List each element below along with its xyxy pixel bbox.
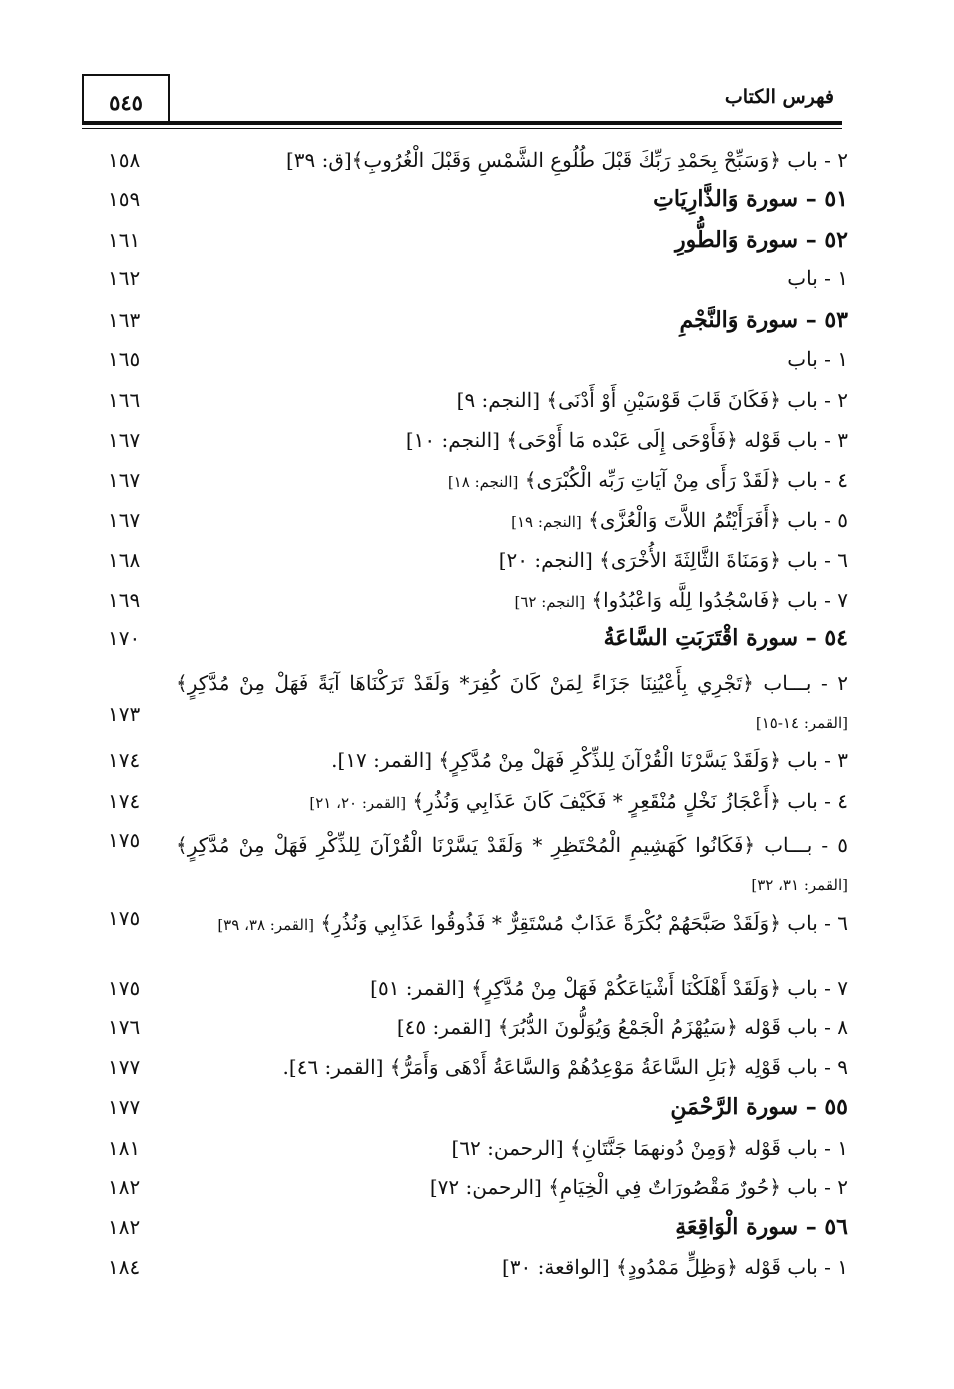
index-entry-text: ٣ - باب قَوْله ﴿فَأَوْحَى إِلَى عَبْده مَا أَوْحَى﴾ [النجم: ١٠]	[405, 428, 848, 452]
index-entry-text: ٧ - باب ﴿وَلَقَدْ أَهْلَكْنَا أَشْيَاعَكُمْ فَهَلْ مِنْ مُدَّكِرٍ﴾ [القمر: ٥١]	[370, 976, 848, 1000]
surah-heading: ٥٤ – سورة اقْتَرَبَتِ السَّاعَةُ	[603, 625, 848, 651]
index-entry-text	[511, 506, 848, 536]
index-entry-text	[176, 904, 848, 944]
index-entry-text: ٢ - باب ﴿حُورٌ مَقْصُورَاتٌ فِي الْخِيَامِ﴾ [الرحمن: ٧٢]	[429, 1175, 848, 1199]
index-entry-page: ١٦٥	[108, 347, 141, 371]
index-entry-page: ١٨٤	[108, 1255, 141, 1279]
surah-heading: ٥٣ – سورة وَالنَّجْمِ	[679, 307, 848, 333]
index-entry-text: ٢ - باب ﴿وَسَبِّحْ بِحَمْدِ رَبِّكَ قَبْلَ طُلُوعِ الشَّمْسِ وَقَبْلَ الْغُرُوبِ﴾[ق: ٣٩]	[285, 148, 848, 172]
index-entry-page: ١٧٥	[108, 976, 141, 1000]
verse-text: ٦ - باب ﴿وَلَقَدْ صَبَّحَهُمْ بُكْرَةً عَذَابٌ مُسْتَقِرٌّ * فَذُوقُوا عَذَابِي وَنُذُرِ﴾	[320, 911, 848, 935]
verse-text: ٧ - باب ﴿فَاسْجُدُوا لِلَّه وَاعْبُدُوا﴾	[591, 588, 848, 612]
index-entry-text: ٢ - باب ﴿فَكَانَ قَابَ قَوْسَيْنِ أَوْ أَدْنَى﴾ [النجم: ٩]	[456, 388, 848, 412]
index-entry-text: ١ - باب	[787, 347, 848, 371]
index-entry-page: ١٦٣	[108, 308, 141, 332]
index-entry-page: ١٦٧	[108, 508, 141, 532]
index-entry-page: ١٦٦	[108, 388, 141, 412]
index-entry-text	[176, 664, 848, 742]
index-entry-page: ١٨١	[108, 1136, 141, 1160]
index-entry-page: ١٦٩	[108, 588, 141, 612]
surah-heading: ٥٢ – سورة وَالطُّورِ	[674, 227, 848, 253]
index-entry-page: ١٧٣	[108, 702, 141, 726]
index-entry-text: ١ - باب قَوْله ﴿وَمِنْ دُونهمَا جَنَّتَانِ﴾ [الرحمن: ٦٢]	[451, 1136, 848, 1160]
verse-text: ٥ - بـــاب ﴿فَكَانُوا كَهَشِيمِ الْمُحْتَظِرِ * وَلَقَدْ يَسَّرْنَا الْقُرْآنَ لِلذِّكْرِ فَهَلْ مِنْ مُدَّكِرٍ﴾	[176, 833, 848, 857]
surah-heading: ٥٥ – سورة الرَّحْمَنِ	[670, 1094, 848, 1120]
index-entry-page: ١٧٥	[108, 906, 141, 930]
index-entry-page: ١٧٧	[108, 1055, 141, 1079]
index-entry-page: ١٨٢	[108, 1215, 141, 1239]
index-entry-page: ١٦٨	[108, 548, 141, 572]
verse-text: ٢ - بـــاب ﴿تَجْرِي بِأَعْيُنِنَا جَزَاءً لِمَنْ كَانَ كُفِرَ* وَلَقَدْ تَرَكْنَاهَا آيَةً فَهَلْ مِنْ مُدَّكِرٍ﴾	[176, 671, 848, 695]
index-entry-page: ١٦٧	[108, 468, 141, 492]
verse-text: ٤ - باب ﴿أَعْجَازُ نَخْلٍ مُنْقَعِرٍ * فَكَيْفَ كَانَ عَذَابِي وَنُذُرِ﴾	[412, 789, 848, 813]
index-entry-text: ٣ - باب ﴿وَلَقَدْ يَسَّرْنَا الْقُرْآنَ لِلذِّكْرِ فَهَلْ مِنْ مُدَّكِرٍ﴾ [القمر: ١٧].	[331, 748, 848, 772]
page-number: ٥٤٥	[109, 90, 143, 115]
index-entry-text	[176, 826, 848, 904]
index-entry-page: ١٥٨	[108, 148, 141, 172]
verse-reference: [النجم: ١٩]	[511, 513, 582, 531]
verse-reference: [القمر: ٣٨، ٣٩]	[217, 916, 314, 934]
surah-heading: ٥٦ – سورة الْوَاقِعَةِ	[675, 1214, 848, 1240]
verse-text: ٥ - باب ﴿أَفَرَأَيْتُمُ اللاَّتَ وَالْعُزَّى﴾	[588, 508, 848, 532]
verse-reference: [القمر: ٣١، ٣٢]	[751, 876, 848, 894]
index-entry-page: ١٧٤	[108, 789, 141, 813]
index-entry-text: ٩ - باب قَوْلِه ﴿بَلِ السَّاعَةُ مَوْعِدُهُمْ وَالسَّاعَةُ أَدْهَى وَأَمَرُّ﴾ [القمر: ٤٦].	[282, 1055, 848, 1079]
index-entry-page: ١٧٤	[108, 748, 141, 772]
verse-reference: [القمر: ١٤-١٥]	[755, 714, 848, 732]
verse-reference: [النجم: ١٨]	[447, 473, 519, 491]
surah-heading: ٥١ – سورة وَالذَّارِيَاتِ	[653, 186, 848, 212]
index-entry-page: ١٦٢	[108, 266, 141, 290]
running-header-title: فهرس الكتاب	[724, 86, 834, 108]
index-entry-text	[514, 586, 848, 616]
index-entry-page: ١٦١	[108, 228, 141, 252]
index-entry-page: ١٧٦	[108, 1015, 141, 1039]
index-entry-page: ١٦٧	[108, 428, 141, 452]
verse-reference: [القمر: ٢٠، ٢١]	[309, 794, 407, 812]
verse-text: ٤ - باب ﴿لَقَدْ رَأَى مِنْ آيَاتِ رَبِّه الْكُبْرَى﴾	[524, 468, 848, 492]
index-entry-text: ٨ - باب قَوْله ﴿سَيُهْزَمُ الْجَمْعُ وَيُوَلُّونَ الدُّبُرَ﴾ [القمر: ٤٥]	[396, 1015, 848, 1039]
index-entry-text: ١ - باب	[787, 266, 848, 290]
index-entry-text: ١ - باب قَوْله ﴿وَظِلٍّ مَمْدُودٍ﴾ [الواقعة: ٣٠]	[501, 1255, 848, 1279]
index-entry-page: ١٧٠	[108, 626, 141, 650]
verse-reference: [النجم: ٦٢]	[514, 593, 586, 611]
index-entry-page: ١٧٥	[108, 828, 141, 852]
index-entry-page: ١٥٩	[108, 187, 141, 211]
index-entry-text	[309, 787, 848, 817]
index-entry-page: ١٨٢	[108, 1175, 141, 1199]
index-entry-text: ٦ - باب ﴿وَمَنَاةَ الثَّالِثَةَ الأُخْرَى﴾ [النجم: ٢٠]	[498, 548, 848, 572]
index-entry-text	[448, 466, 848, 496]
index-entry-page: ١٧٧	[108, 1095, 141, 1119]
